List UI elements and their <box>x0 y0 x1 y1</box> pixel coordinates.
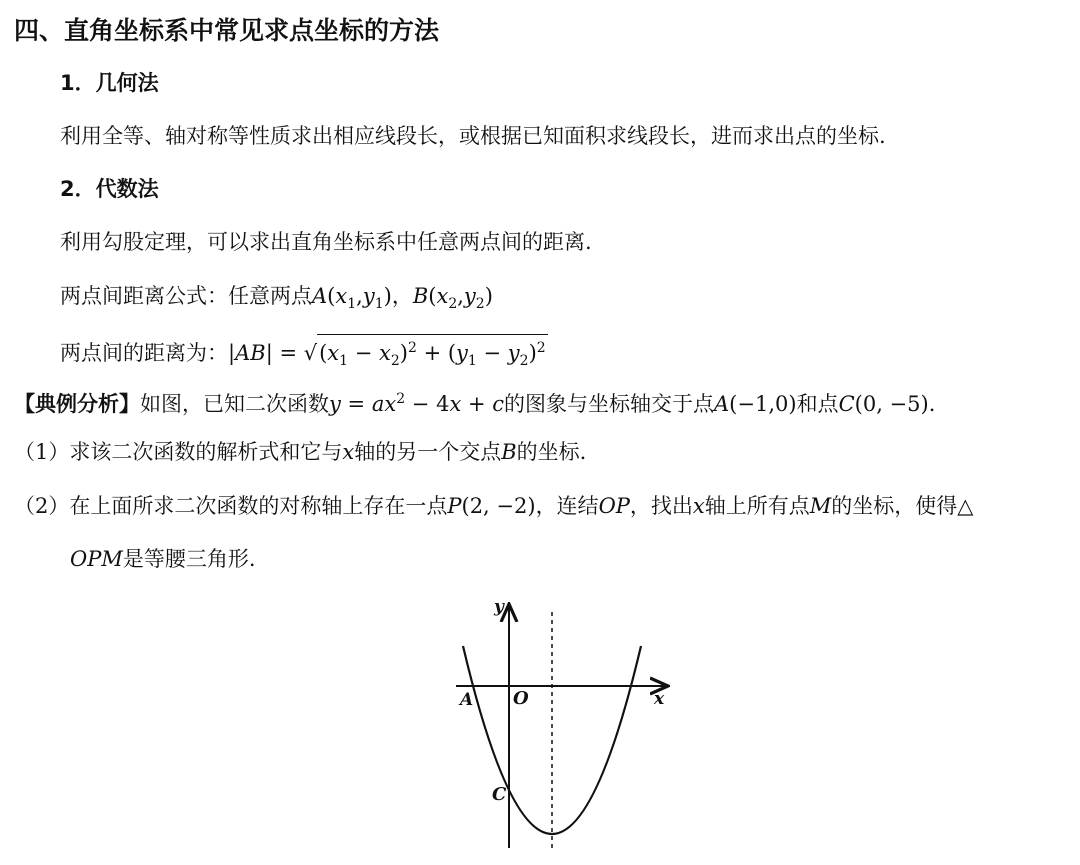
y-axis-label: y <box>494 597 504 617</box>
example-intro: 【典例分析】如图，已知二次函数$y = ax^2 - 4x + c$的图象与坐标轴交于点A(−1,0)和点C(0, −5). <box>14 391 936 416</box>
distance-formula-line: 两点间距离公式：任意两点$A(x_1,y_1)$，$B(x_2,y_2)$ <box>60 284 493 313</box>
method1-title: 1．几何法 <box>60 71 159 95</box>
method2-title: 2．代数法 <box>60 177 159 201</box>
origin-label: O <box>513 688 529 709</box>
section-heading: 四、直角坐标系中常见求点坐标的方法 <box>14 16 440 45</box>
point-c-label: C <box>492 784 507 805</box>
example-tag: 【典例分析】 <box>14 392 140 416</box>
question-1: （1）求该二次函数的解析式和它与x轴的另一个交点B的坐标. <box>14 440 587 464</box>
point-a-label: A <box>460 690 474 710</box>
method2-text: 利用勾股定理，可以求出直角坐标系中任意两点间的距离. <box>60 230 592 254</box>
method1-text: 利用全等、轴对称等性质求出相应线段长，或根据已知面积求线段长，进而求出点的坐标. <box>60 124 886 148</box>
distance-label: 两点间的距离为： <box>60 341 228 365</box>
x-axis-label: x <box>654 689 665 709</box>
question-2-continued: OPM是等腰三角形. <box>70 547 256 571</box>
formula-label: 两点间距离公式：任意两点 <box>60 284 312 308</box>
question-2: （2）在上面所求二次函数的对称轴上存在一点P(2, −2)，连结OP，找出x轴上所有点M的坐标，使得△ <box>14 494 974 518</box>
distance-result-line: 两点间的距离为：$|AB| = √(x_1 - x_2)^2 + (y_1 - y_2)^2$ <box>60 334 548 374</box>
